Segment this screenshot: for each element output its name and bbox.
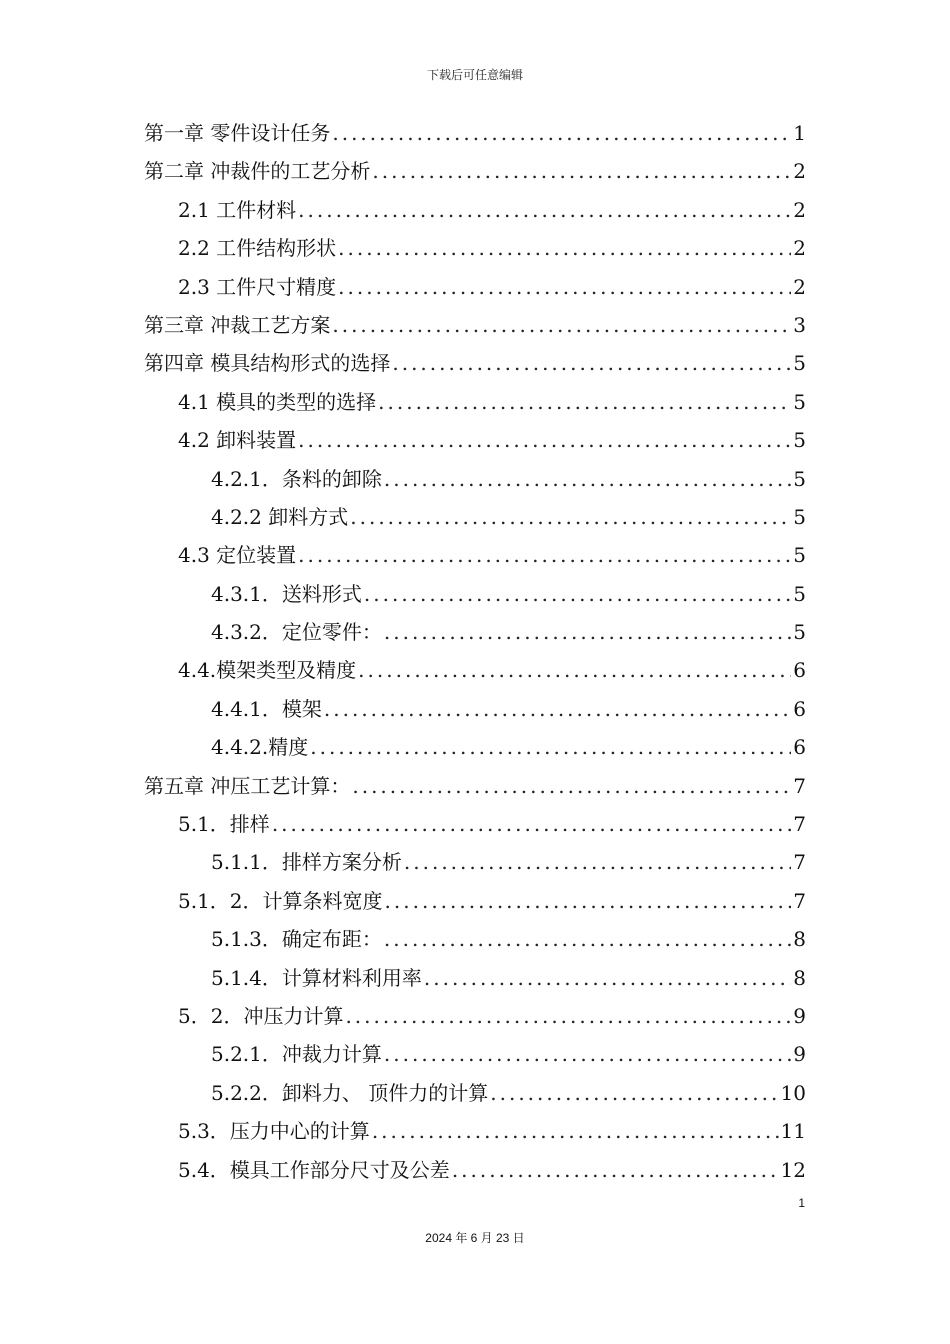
- toc-entry-title: 第二章 冲裁件的工艺分析: [144, 159, 371, 184]
- toc-entry-page: 5: [793, 389, 806, 414]
- toc-entry-page: 2: [793, 236, 806, 261]
- toc-entry-title: 5.1．2．计算条料宽度: [178, 888, 383, 913]
- toc-entry[interactable]: [144, 268, 806, 306]
- toc-dot-leader: [404, 843, 791, 881]
- toc-dot-leader: [384, 460, 791, 498]
- toc-dot-leader: [384, 1035, 791, 1073]
- toc-dot-leader: [424, 959, 791, 997]
- toc-entry[interactable]: [144, 152, 806, 190]
- toc-entry-title: 4.2.1．条料的卸除: [211, 466, 382, 491]
- toc-entry[interactable]: [144, 1035, 806, 1073]
- toc-entry-title: 4.2.2 卸料方式: [211, 504, 349, 529]
- toc-dot-leader: [324, 690, 791, 728]
- toc-entry-page: 12: [780, 1157, 806, 1182]
- toc-dot-leader: [332, 114, 791, 152]
- toc-entry-page: 7: [793, 773, 806, 798]
- toc-entry-title: 2.2 工件结构形状: [178, 236, 337, 261]
- toc-dot-leader: [272, 805, 791, 843]
- toc-entry[interactable]: [144, 344, 806, 382]
- toc-entry-page: 9: [793, 1042, 806, 1067]
- toc-entry[interactable]: [144, 767, 806, 805]
- toc-entry[interactable]: [144, 383, 806, 421]
- toc-entry[interactable]: [144, 191, 806, 229]
- toc-entry-page: 5: [793, 543, 806, 568]
- toc-entry-title: 4.3 定位装置: [178, 543, 297, 568]
- toc-entry-page: 6: [793, 696, 806, 721]
- toc-entry-title: 5．2．冲压力计算: [178, 1003, 344, 1028]
- toc-entry[interactable]: [144, 920, 806, 958]
- toc-entry-title: 4.1 模具的类型的选择: [178, 389, 377, 414]
- toc-entry-title: 第四章 模具结构形式的选择: [144, 351, 391, 376]
- toc-entry[interactable]: [144, 421, 806, 459]
- toc-entry-title: 4.2 卸料装置: [178, 428, 297, 453]
- toc-entry[interactable]: [144, 1151, 806, 1189]
- toc-dot-leader: [372, 1112, 779, 1150]
- toc-entry[interactable]: [144, 728, 806, 766]
- toc-entry[interactable]: [144, 959, 806, 997]
- toc-dot-leader: [452, 1151, 779, 1189]
- toc-dot-leader: [298, 421, 791, 459]
- toc-entry[interactable]: [144, 1074, 806, 1112]
- toc-entry-title: 4.4.2.精度: [211, 735, 309, 760]
- toc-entry-page: 5: [793, 466, 806, 491]
- toc-dot-leader: [385, 882, 792, 920]
- toc-entry-title: 第五章 冲压工艺计算：: [144, 773, 351, 798]
- toc-entry-title: 2.1 工件材料: [178, 197, 297, 222]
- toc-entry-title: 5.2.1．冲裁力计算: [211, 1042, 382, 1067]
- toc-dot-leader: [332, 306, 791, 344]
- toc-entry-page: 3: [793, 312, 806, 337]
- toc-dot-leader: [372, 152, 791, 190]
- toc-dot-leader: [378, 383, 791, 421]
- toc-entry-page: 2: [793, 274, 806, 299]
- toc-entry[interactable]: [144, 498, 806, 536]
- toc-entry-page: 1: [793, 121, 806, 145]
- toc-dot-leader: [345, 997, 791, 1035]
- toc-entry-page: 5: [793, 620, 806, 645]
- toc-entry-page: 5: [793, 504, 806, 529]
- toc-dot-leader: [384, 920, 791, 958]
- toc-entry-page: 8: [793, 965, 806, 990]
- toc-entry[interactable]: [144, 306, 806, 344]
- page-header: 下载后可任意编辑: [426, 68, 523, 82]
- toc-entry[interactable]: [144, 460, 806, 498]
- toc-entry[interactable]: [144, 1112, 806, 1150]
- toc-entry-title: 4.3.2．定位零件：: [211, 620, 382, 645]
- toc-entry[interactable]: [144, 114, 806, 152]
- toc-entry-title: 4.4.1．模架: [211, 696, 322, 721]
- toc-entry-page: 5: [793, 428, 806, 453]
- toc-entry-page: 2: [793, 197, 806, 222]
- toc-dot-leader: [338, 229, 791, 267]
- toc-entry-page: 5: [793, 581, 806, 606]
- toc-entry[interactable]: [144, 651, 806, 689]
- toc-dot-leader: [384, 613, 791, 651]
- toc-entry-page: 5: [793, 351, 806, 376]
- toc-entry-title: 2.3 工件尺寸精度: [178, 274, 337, 299]
- page-footer-date: 2024 年 6 月 23 日: [425, 1231, 525, 1245]
- toc-dot-leader: [338, 268, 791, 306]
- toc-dot-leader: [298, 191, 791, 229]
- toc-entry[interactable]: [144, 882, 806, 920]
- toc-entry[interactable]: [144, 229, 806, 267]
- toc-entry-title: 第一章 零件设计任务: [144, 121, 331, 145]
- toc-entry[interactable]: [144, 843, 806, 881]
- toc-entry-page: 7: [793, 850, 806, 875]
- toc-entry-title: 第三章 冲裁工艺方案: [144, 312, 331, 337]
- toc-dot-leader: [310, 728, 791, 766]
- toc-entry-title: 5.1.4．计算材料利用率: [211, 965, 422, 990]
- toc-entry[interactable]: [144, 690, 806, 728]
- toc-dot-leader: [298, 536, 791, 574]
- toc-entry-title: 5.1.1．排样方案分析: [211, 850, 402, 875]
- toc-entry-page: 9: [793, 1003, 806, 1028]
- toc-entry-title: 5.1．排样: [178, 812, 270, 837]
- table-of-contents: [144, 114, 806, 1189]
- toc-entry-page: 6: [793, 658, 806, 683]
- toc-dot-leader: [364, 575, 791, 613]
- toc-dot-leader: [392, 344, 791, 382]
- toc-entry-page: 7: [793, 888, 806, 913]
- toc-entry-page: 7: [793, 812, 806, 837]
- toc-entry[interactable]: [144, 613, 806, 651]
- toc-entry-title: 5.2.2．卸料力、 顶件力的计算: [211, 1080, 489, 1105]
- toc-entry-page: 8: [793, 927, 806, 952]
- toc-entry[interactable]: [144, 805, 806, 843]
- toc-entry-title: 5.4．模具工作部分尺寸及公差: [178, 1157, 450, 1182]
- toc-entry-page: 2: [793, 159, 806, 184]
- toc-entry-page: 6: [793, 735, 806, 760]
- toc-entry-title: 4.4.模架类型及精度: [178, 658, 357, 683]
- page-number: 1: [798, 1196, 805, 1210]
- toc-entry[interactable]: [144, 536, 806, 574]
- toc-entry[interactable]: [144, 997, 806, 1035]
- toc-dot-leader: [490, 1074, 778, 1112]
- toc-dot-leader: [350, 498, 791, 536]
- toc-dot-leader: [358, 651, 791, 689]
- toc-entry-page: 10: [780, 1080, 806, 1105]
- toc-entry[interactable]: [144, 575, 806, 613]
- toc-entry-title: 5.1.3．确定布距：: [211, 927, 382, 952]
- toc-entry-title: 4.3.1．送料形式: [211, 581, 362, 606]
- toc-entry-page: 11: [780, 1119, 806, 1144]
- toc-dot-leader: [352, 767, 791, 805]
- toc-entry-title: 5.3．压力中心的计算: [178, 1119, 370, 1144]
